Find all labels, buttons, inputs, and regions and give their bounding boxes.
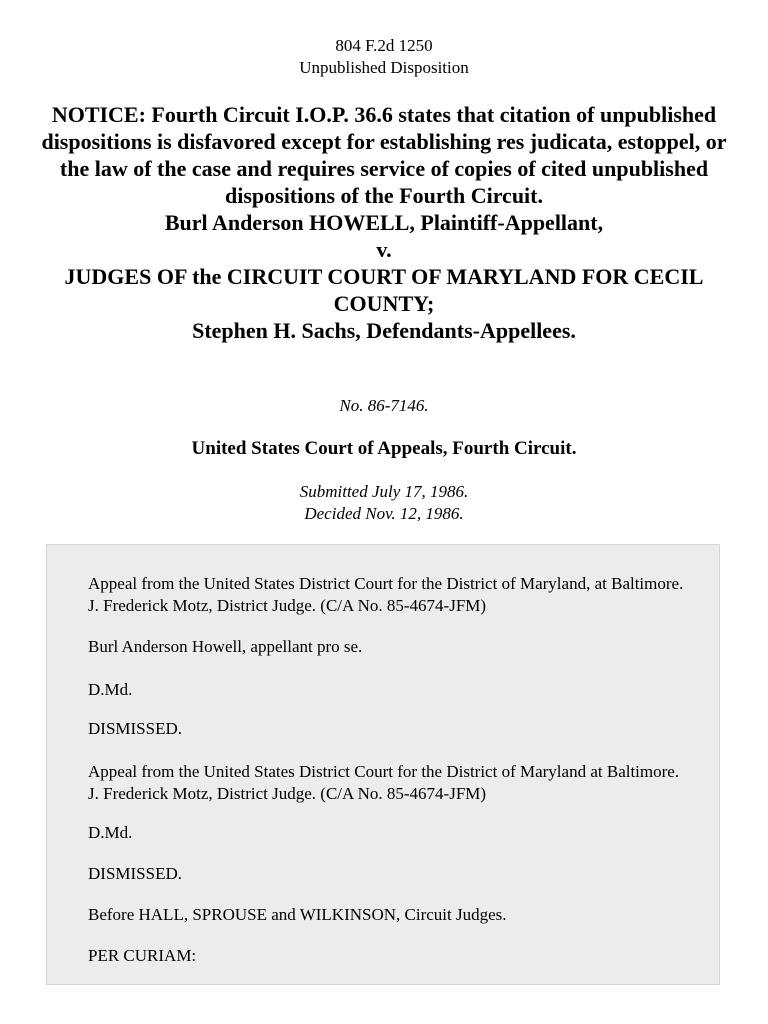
court-name: United States Court of Appeals, Fourth Circuit. <box>191 438 577 459</box>
case-title <box>40 101 728 344</box>
citation-header <box>0 35 768 79</box>
district-label-1: D.Md. <box>88 680 133 699</box>
district-label-2: D.Md. <box>88 823 133 842</box>
versus-text: v. <box>376 237 392 262</box>
plaintiff-name: Burl Anderson HOWELL, Plaintiff-Appellant, <box>164 210 604 235</box>
appeal-paragraph-1: Appeal from the United States District Court for the District of Maryland, at Baltimore. J. Frederick Motz, District Judge. (C/A No. 85-4674-JFM) <box>88 574 684 615</box>
case-dates <box>0 481 768 525</box>
submitted-date: Submitted July 17, 1986. <box>299 482 469 501</box>
counsel-paragraph: Burl Anderson Howell, appellant pro se. <box>88 637 363 656</box>
dismissed-label-1: DISMISSED. <box>88 719 182 738</box>
disposition-label: Unpublished Disposition <box>299 58 469 77</box>
defendants-line-1: JUDGES OF the CIRCUIT COURT OF MARYLAND FOR CECIL COUNTY; <box>64 264 704 316</box>
case-summary-box <box>46 544 720 985</box>
per-curiam-label: PER CURIAM: <box>88 946 197 965</box>
reporter-citation: 804 F.2d 1250 <box>335 36 433 55</box>
defendants-line-2: Stephen H. Sachs, Defendants-Appellees. <box>192 318 576 343</box>
appeal-paragraph-2: Appeal from the United States District Court for the District of Maryland at Baltimore. J. Frederick Motz, District Judge. (C/A No. 85-4674-JFM) <box>88 762 680 803</box>
panel-paragraph: Before HALL, SPROUSE and WILKINSON, Circuit Judges. <box>88 905 507 924</box>
docket-number: No. 86-7146. <box>339 396 429 415</box>
notice-text: NOTICE: Fourth Circuit I.O.P. 36.6 states that citation of unpublished dispositions is disfavored except for establishing res judicata, estoppel, or the law of the case and requires service of copies of cited unpublished dispositions of the Fourth Circuit. <box>41 102 727 208</box>
decided-date: Decided Nov. 12, 1986. <box>304 504 464 523</box>
dismissed-label-2: DISMISSED. <box>88 864 182 883</box>
